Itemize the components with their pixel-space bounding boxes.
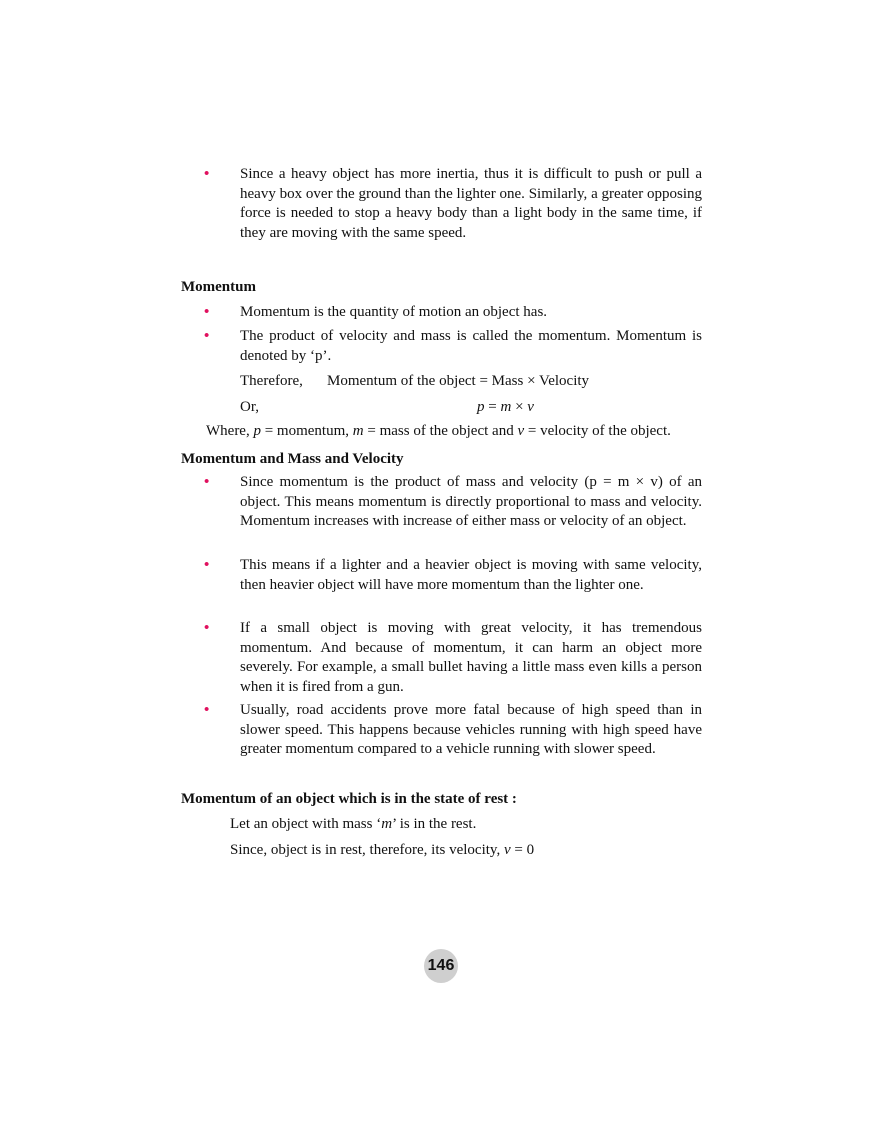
list-item (204, 701, 702, 760)
rest-line-1: Let an object with mass ‘m’ is in the rest. (230, 816, 477, 832)
momentum-formula-words: Momentum of the object = Mass × Velocity (327, 373, 590, 389)
list-item (204, 619, 702, 697)
or-label: Or, (240, 399, 259, 415)
therefore-label: Therefore, (240, 373, 303, 389)
where-definition: Where, p = momentum, m = mass of the object and v = velocity of the object. (206, 423, 671, 439)
list-item (204, 327, 702, 366)
list-item (204, 303, 702, 323)
list-item (204, 473, 702, 532)
bullet-icon: • (204, 557, 210, 573)
list-item-text: The product of velocity and mass is called the momentum. Momentum is denoted by ‘p’. (240, 328, 702, 364)
page-number: 146 (424, 949, 458, 983)
bullet-icon: • (204, 166, 210, 182)
momentum-formula-symbols: p = m × v (477, 399, 534, 415)
section-heading-mass-velocity: Momentum and Mass and Velocity (181, 451, 404, 467)
section-heading-momentum: Momentum (181, 279, 256, 295)
list-item-text: If a small object is moving with great velocity, it has tremendous momentum. And because of momentum, it can harm an object more severely. For example, a small bullet having a little mass even kills a person when it is fired from a gun. (240, 620, 702, 695)
list-item-text: This means if a lighter and a heavier object is moving with same velocity, then heavier object will have more momentum than the lighter one. (240, 557, 702, 593)
rest-line-2: Since, object is in rest, therefore, its velocity, v = 0 (230, 842, 535, 858)
bullet-icon: • (204, 328, 210, 344)
bullet-icon: • (204, 474, 210, 490)
list-item (204, 556, 702, 595)
bullet-icon: • (204, 702, 210, 718)
list-item-text: Momentum is the quantity of motion an object has. (240, 304, 548, 320)
list-item-text: Usually, road accidents prove more fatal because of high speed than in slower speed. This happens because vehicles running with high speed have greater momentum compared to a vehicle running with slower speed. (240, 702, 702, 757)
list-item-text: Since a heavy object has more inertia, thus it is difficult to push or pull a heavy box over the ground than the lighter one. Similarly, a greater opposing force is needed to stop a heavy body than a light body in the same time, if they are moving with the same speed. (240, 166, 702, 241)
bullet-icon: • (204, 620, 210, 636)
bullet-icon: • (204, 304, 210, 320)
section-heading-rest: Momentum of an object which is in the state of rest : (181, 791, 517, 807)
list-item (204, 165, 702, 243)
list-item-text: Since momentum is the product of mass and velocity (p = m × v) of an object. This means momentum is directly proportional to mass and velocity. Momentum increases with increase of either mass or velocity of an object. (240, 474, 702, 529)
